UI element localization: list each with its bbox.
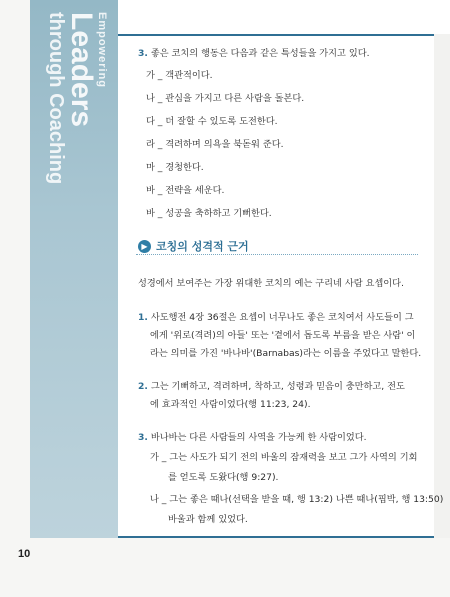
vertical-title <box>46 12 108 184</box>
trait-5: 마 _ 경청한다. <box>146 162 204 173</box>
item2-line-2: 에 효과적인 사람이었다(행 11:23, 24). <box>150 399 311 410</box>
item2-num: 2. <box>138 381 148 392</box>
item3-top-num: 3. <box>138 48 148 59</box>
item3-sub-b-1: 나 _ 그는 좋은 때나(선택을 받을 때, 행 13:2) 나쁜 때나(핍박, 행 13:50) <box>150 494 444 505</box>
item1-line-3: 라는 의미를 가진 '바나바'(Barnabas)라는 이름을 주었다고 말한다. <box>150 348 422 359</box>
sidebar-line-3: through Coaching <box>45 12 67 185</box>
item1-line-1 <box>138 312 414 324</box>
sidebar-line-1: Empowering <box>96 12 108 89</box>
trait-2: 나 _ 관심을 가지고 다른 사람을 돌본다. <box>146 93 305 104</box>
item3-line-1 <box>138 432 367 444</box>
item1-line-2: 에게 '위로(격려)의 아들' 또는 '곁에서 돕도록 부름을 받은 사람' 이 <box>150 330 416 341</box>
item1-num: 1. <box>138 312 148 323</box>
section-heading <box>138 238 249 254</box>
item3-text: 바나바는 다른 사람들의 사역을 가능케 한 사람이었다. <box>150 432 367 443</box>
item3-sub-b-2: 바울과 함께 있었다. <box>168 514 248 525</box>
trait-3: 다 _ 더 잘할 수 있도록 도전한다. <box>146 116 278 127</box>
sidebar-title <box>40 12 110 242</box>
trait-6: 바 _ 전략을 세운다. <box>146 185 225 196</box>
trait-4: 라 _ 격려하며 의욕을 북돋워 준다. <box>146 139 284 150</box>
trait-7: 바 _ 성공을 축하하고 기뻐한다. <box>146 208 272 219</box>
item1-text-1: 사도행전 4장 36절은 요셉이 너무나도 좋은 코치여서 사도들이 그 <box>150 312 414 323</box>
intro-text: 성경에서 보여주는 가장 위대한 코치의 예는 구리네 사람 요셉이다. <box>138 278 404 289</box>
item3-top-text: 좋은 코치의 행동은 다음과 같은 특성들을 가지고 있다. <box>150 48 370 59</box>
item2-text-1: 그는 기뻐하고, 격려하며, 착하고, 성령과 믿음이 충만하고, 전도 <box>150 381 405 392</box>
section-heading-text: 코칭의 성격적 근거 <box>156 240 249 253</box>
page-number: 10 <box>18 548 31 560</box>
item2-line-1 <box>138 381 405 393</box>
top-band <box>118 0 450 34</box>
item3-sub-a-1: 가 _ 그는 사도가 되기 전의 바울의 잠재력을 보고 그가 사역의 기회 <box>150 452 418 463</box>
trait-1: 가 _ 객관적이다. <box>146 70 213 81</box>
item3-sub-a-2: 를 얻도록 도왔다(행 9:27). <box>168 472 279 483</box>
right-margin <box>434 34 450 538</box>
item3-top <box>138 48 370 60</box>
arrow-circle-icon: ▶ <box>138 240 151 253</box>
heading-rule <box>136 254 418 255</box>
item3-num: 3. <box>138 432 148 443</box>
sidebar-line-2: Leaders <box>65 12 98 128</box>
